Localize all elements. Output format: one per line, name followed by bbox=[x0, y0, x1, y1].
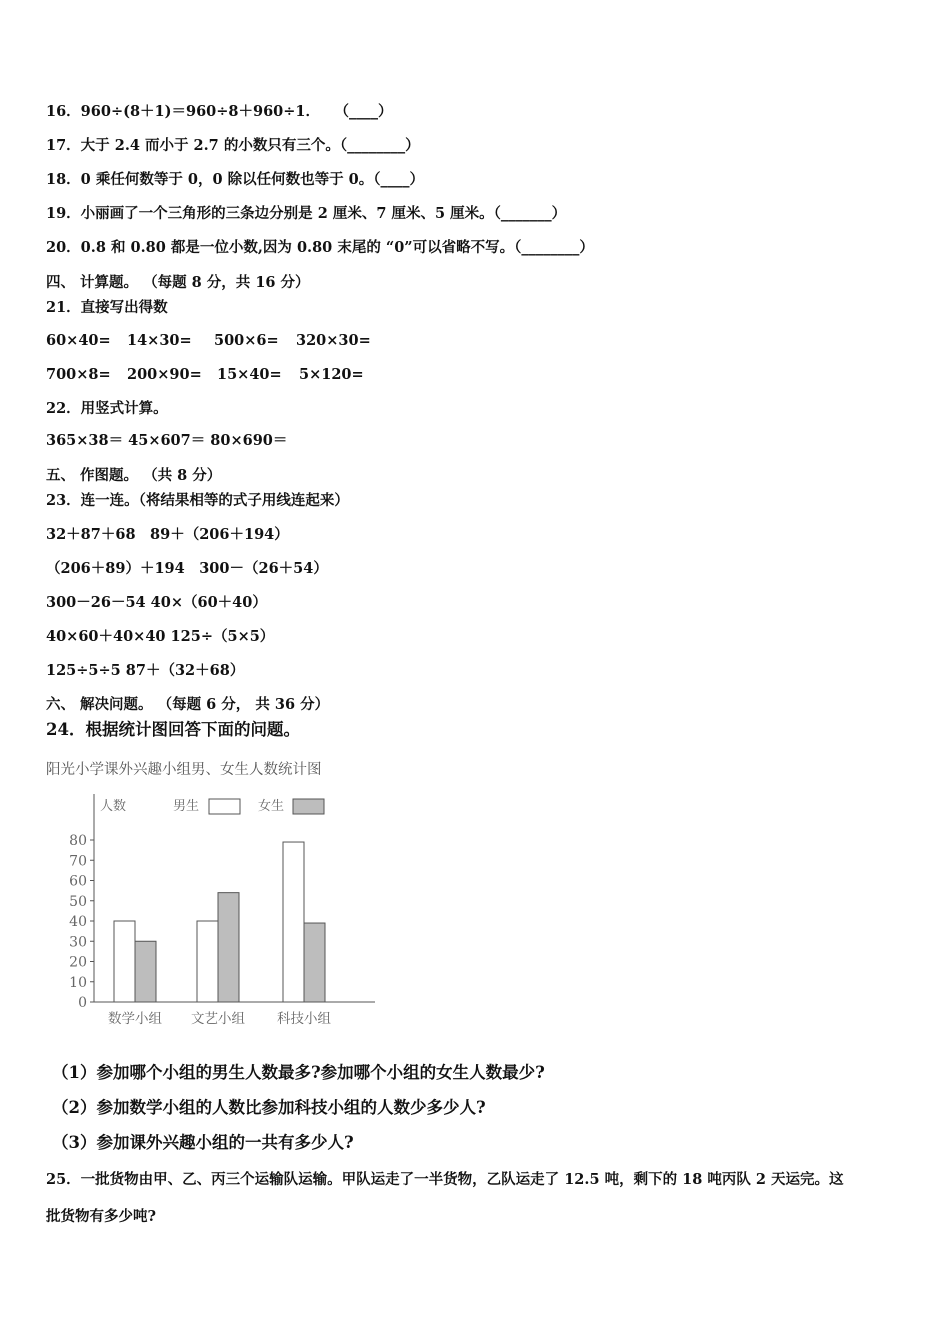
y-tick-label: 40 bbox=[69, 914, 87, 930]
y-tick-label: 50 bbox=[69, 893, 87, 910]
bar-boys bbox=[283, 842, 304, 1002]
bar-girls bbox=[135, 941, 156, 1002]
x-category-label: 文艺小组 bbox=[191, 1011, 245, 1027]
q21-row-2 bbox=[46, 365, 364, 385]
calc-item: 15×40= bbox=[217, 366, 282, 383]
question-21: 21．直接写出得数 bbox=[46, 299, 168, 316]
bar-chart bbox=[40, 752, 390, 1042]
question-24-3: （3）参加课外兴趣小组的一共有多少人? bbox=[52, 1133, 354, 1152]
question-24-2: （2）参加数学小组的人数比参加科技小组的人数少多少人? bbox=[52, 1098, 486, 1117]
x-category-label: 科技小组 bbox=[277, 1011, 331, 1027]
question-22: 22．用竖式计算。 bbox=[46, 400, 168, 417]
question-24-1: （1）参加哪个小组的男生人数最多?参加哪个小组的女生人数最少? bbox=[52, 1063, 545, 1082]
q23-row: （206＋89）＋194 300－（26＋54） bbox=[46, 560, 328, 577]
q23-row: 300－26－54 40×（60＋40） bbox=[46, 594, 267, 611]
q22-row: 365×38＝ 45×607＝ 80×690＝ bbox=[46, 432, 288, 449]
question-20: 20．0.8 和 0.80 都是一位小数,因为 0.80 末尾的 “0”可以省略不写。（________） bbox=[46, 239, 594, 256]
question-24: 24．根据统计图回答下面的问题。 bbox=[46, 720, 300, 739]
y-tick-label: 20 bbox=[69, 954, 87, 971]
y-tick-label: 0 bbox=[78, 995, 87, 1011]
calc-item: 14×30= bbox=[127, 332, 192, 349]
y-tick-label: 10 bbox=[69, 974, 87, 991]
q23-row: 40×60＋40×40 125÷（5×5） bbox=[46, 628, 275, 645]
section-6-heading: 六、 解决问题。 （每题 6 分， 共 36 分） bbox=[46, 696, 330, 713]
calc-item: 700×8= bbox=[46, 366, 111, 383]
y-tick-label: 30 bbox=[69, 934, 87, 951]
calc-item: 500×6= bbox=[214, 332, 279, 349]
x-category-label: 数学小组 bbox=[108, 1011, 162, 1027]
y-tick-label: 70 bbox=[69, 853, 87, 870]
calc-item: 60×40= bbox=[46, 332, 111, 349]
y-tick-label: 60 bbox=[69, 873, 87, 890]
section-4-heading: 四、 计算题。 （每题 8 分，共 16 分） bbox=[46, 274, 310, 291]
y-axis-label: 人数 bbox=[100, 799, 127, 814]
legend-label-boys: 男生 bbox=[173, 799, 200, 814]
question-25-line-2: 批货物有多少吨? bbox=[46, 1208, 156, 1225]
question-18: 18．0 乘任何数等于 0，0 除以任何数也等于 0。（____） bbox=[46, 171, 424, 188]
question-23: 23．连一连。（将结果相等的式子用线连起来） bbox=[46, 492, 349, 509]
calc-item: 320×30= bbox=[296, 332, 371, 349]
chart-title: 阳光小学课外兴趣小组男、女生人数统计图 bbox=[46, 762, 322, 778]
legend-swatch-boys bbox=[209, 799, 240, 814]
legend-label-girls: 女生 bbox=[258, 799, 285, 814]
calc-item: 5×120= bbox=[299, 366, 364, 383]
question-19: 19．小丽画了一个三角形的三条边分别是 2 厘米、7 厘米、5 厘米。（_______） bbox=[46, 205, 567, 222]
bar-boys bbox=[197, 921, 218, 1002]
question-16: 16．960÷(8＋1)＝960÷8＋960÷1． （____） bbox=[46, 103, 393, 120]
question-17: 17．大于 2.4 而小于 2.7 的小数只有三个。（________） bbox=[46, 137, 420, 154]
q23-row: 125÷5÷5 87＋（32＋68） bbox=[46, 662, 245, 679]
y-tick-label: 80 bbox=[69, 833, 87, 849]
q21-row-1 bbox=[46, 331, 371, 351]
legend-swatch-girls bbox=[293, 799, 324, 814]
section-5-heading: 五、 作图题。 （共 8 分） bbox=[46, 467, 222, 484]
question-25-line-1: 25．一批货物由甲、乙、丙三个运输队运输。甲队运走了一半货物，乙队运走了 12.5 吨，剩下的 18 吨丙队 2 天运完。这 bbox=[46, 1171, 844, 1188]
bar-girls bbox=[304, 923, 325, 1002]
calc-item: 200×90= bbox=[127, 366, 202, 383]
q23-row: 32＋87＋68 89＋（206＋194） bbox=[46, 526, 289, 543]
bar-boys bbox=[114, 921, 135, 1002]
bar-girls bbox=[218, 893, 239, 1002]
